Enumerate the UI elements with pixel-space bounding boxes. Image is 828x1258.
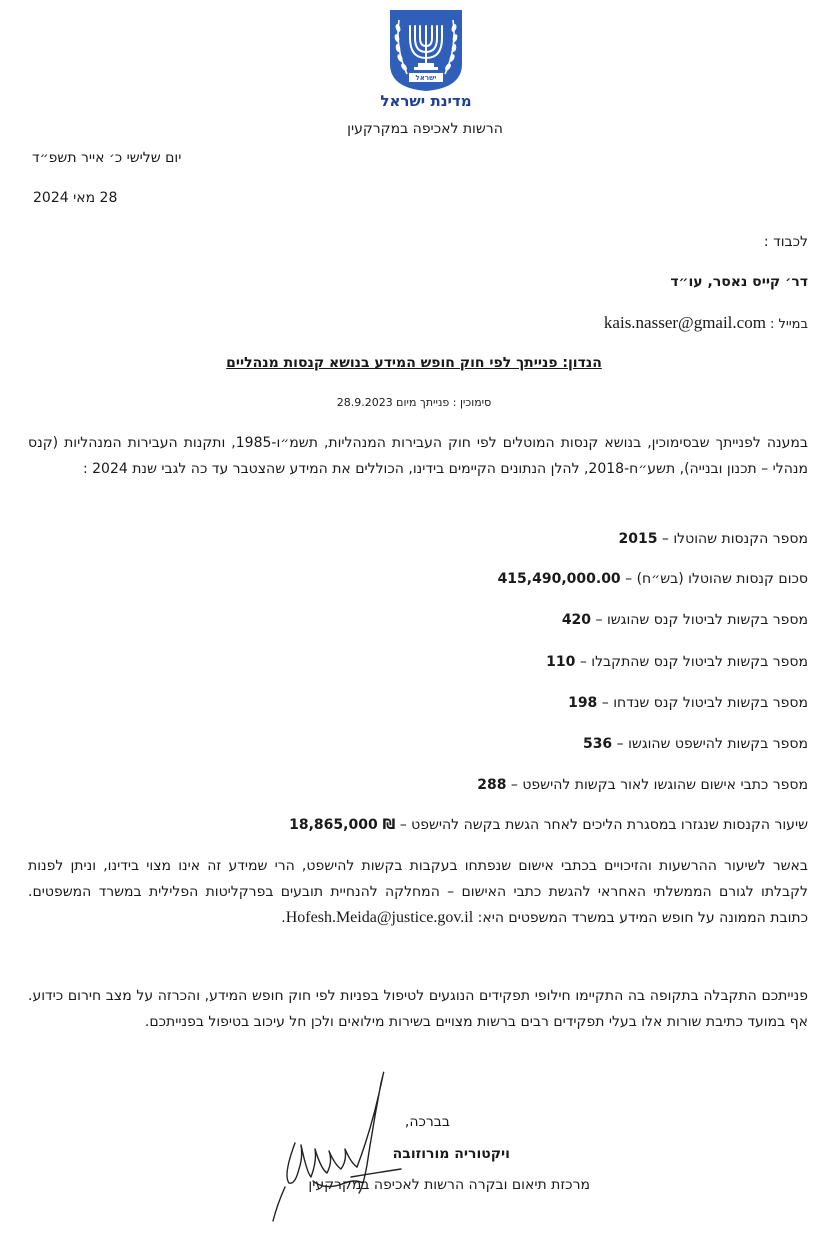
signer-name: ויקטוריה מורוזובה — [392, 1146, 510, 1162]
stat-label: מספר כתבי אישום שהוגשו לאור בקשות להישפט – — [510, 777, 808, 793]
convictions-paragraph: באשר לשיעור ההרשעות והזיכויים בכתבי אישום שנפתחו בעקבות בקשות להישפט, הרי שמידע זה אינו מצוי בידינו, וניתן לפנות לקבלתו לגורם הממשלתי האחראי להגשת כתבי האישום – המחלקה להנחיית תובעים בפרקליטות הפלילית במשרד המשפטים. כתובת הממונה על חופש המידע במשרד המשפטים היא: Hofesh.Meida@justice.gov.il. — [28, 858, 808, 926]
signer-title: מרכזת תיאום ובקרה הרשות לאכיפה במקרקעין — [308, 1177, 590, 1193]
stat-label: מספר בקשות לביטול קנס שהוגשו – — [595, 612, 808, 628]
email-label: במייל : — [769, 317, 808, 332]
hebrew-date: יום שלישי כ׳ אייר תשפ״ד — [32, 150, 182, 166]
stat-row — [583, 736, 808, 752]
stat-row — [618, 531, 808, 547]
convictions-text: באשר לשיעור ההרשעות והזיכויים בכתבי אישום שנפתחו בעקבות בקשות להישפט, הרי שמידע זה אינו מצוי בידינו, וניתן לפנות לקבלתו לגורם הממשלתי האחראי להגשת כתבי האישום – המחלקה להנחיית תובעים בפרקליטות הפלילית במשרד המשפטים. כתובת הממונה על חופש המידע במשרד המשפטים היא: — [28, 858, 808, 926]
stat-row — [562, 612, 808, 628]
stat-row — [568, 695, 808, 711]
stat-label: שיעור הקנסות שנגזרו במסגרת הליכים לאחר הגשת בקשה להישפט – — [399, 817, 808, 833]
stat-row — [498, 571, 808, 587]
stat-value: 415,490,000.00 — [497, 571, 621, 587]
recipient-email[interactable]: kais.nasser@gmail.com — [603, 313, 766, 332]
stat-value: 420 — [561, 612, 592, 628]
intro-paragraph: במענה לפנייתך שבסימוכין, בנושא קנסות המוטלים לפי חוק העבירות המנהליות, תשמ״ו-1985, ותקנות העבירות המנהליות (קנס מנהלי – תכנון ובנייה), תשע״ח-2018, להלן הנתונים הקיימים בידינו, הכוללים את המידע שהצטבר עד כה לגבי שנת 2024 : — [28, 435, 809, 477]
recipient-email-line — [604, 313, 808, 333]
stat-value: 198 — [568, 695, 598, 711]
svg-text:ישראל: ישראל — [415, 74, 437, 82]
stat-value: 110 — [546, 654, 576, 670]
signature-icon — [255, 1065, 405, 1225]
state-emblem — [387, 8, 465, 92]
delay-paragraph: פנייתכם התקבלה בתקופה בה התקיימו חילופי תפקידים הנוגעים לטיפול בפניות לפי חוק חופש המידע, והכרזה על מצב חירום כידוע. אף במועד כתיבת שורות אלו בעלי תפקידים רבים ברשות מצויים בשירות מילואים ולכן חל עיכוב בטיפול בפנייתכם. — [28, 988, 808, 1030]
stat-row — [546, 654, 808, 670]
stat-value: 288 — [477, 777, 507, 793]
menorah-emblem-icon — [387, 8, 465, 92]
stat-value: 536 — [582, 736, 613, 752]
subject-text: הנדון: פנייתך לפי חוק חופש המידע בנושא קנסות מנהליים — [226, 355, 602, 371]
reference-line: סימוכין : פנייתך מיום 28.9.2023 — [336, 396, 492, 409]
handwritten-signature — [255, 1065, 405, 1225]
stat-label: מספר בקשות להישפט שהוגשו – — [616, 736, 808, 752]
stat-row — [289, 817, 808, 833]
to-label: לכבוד : — [763, 234, 808, 250]
stat-value: 2015 — [618, 531, 658, 547]
ministry-email[interactable]: Hofesh.Meida@justice.gov.il — [285, 909, 474, 926]
stat-label: סכום קנסות שהוטלו (בש״ח) – — [625, 571, 808, 587]
authority-name: הרשות לאכיפה במקרקעין — [347, 121, 503, 137]
subject-line — [150, 355, 678, 371]
closing-greeting: בברכה, — [404, 1114, 450, 1130]
stat-label: מספר בקשות לביטול קנס שנדחו – — [601, 695, 808, 711]
gregorian-date: 28 מאי 2024 — [33, 190, 118, 206]
stat-value: 18,865,000 ₪ — [289, 817, 396, 833]
state-name: מדינת ישראל — [380, 92, 472, 110]
stat-row — [477, 777, 808, 793]
stat-label: מספר בקשות לביטול קנס שהתקבלו – — [579, 654, 808, 670]
stat-label: מספר הקנסות שהוטלו – — [661, 531, 808, 547]
recipient-name: דר׳ קייס נאסר, עו״ד — [670, 274, 808, 290]
